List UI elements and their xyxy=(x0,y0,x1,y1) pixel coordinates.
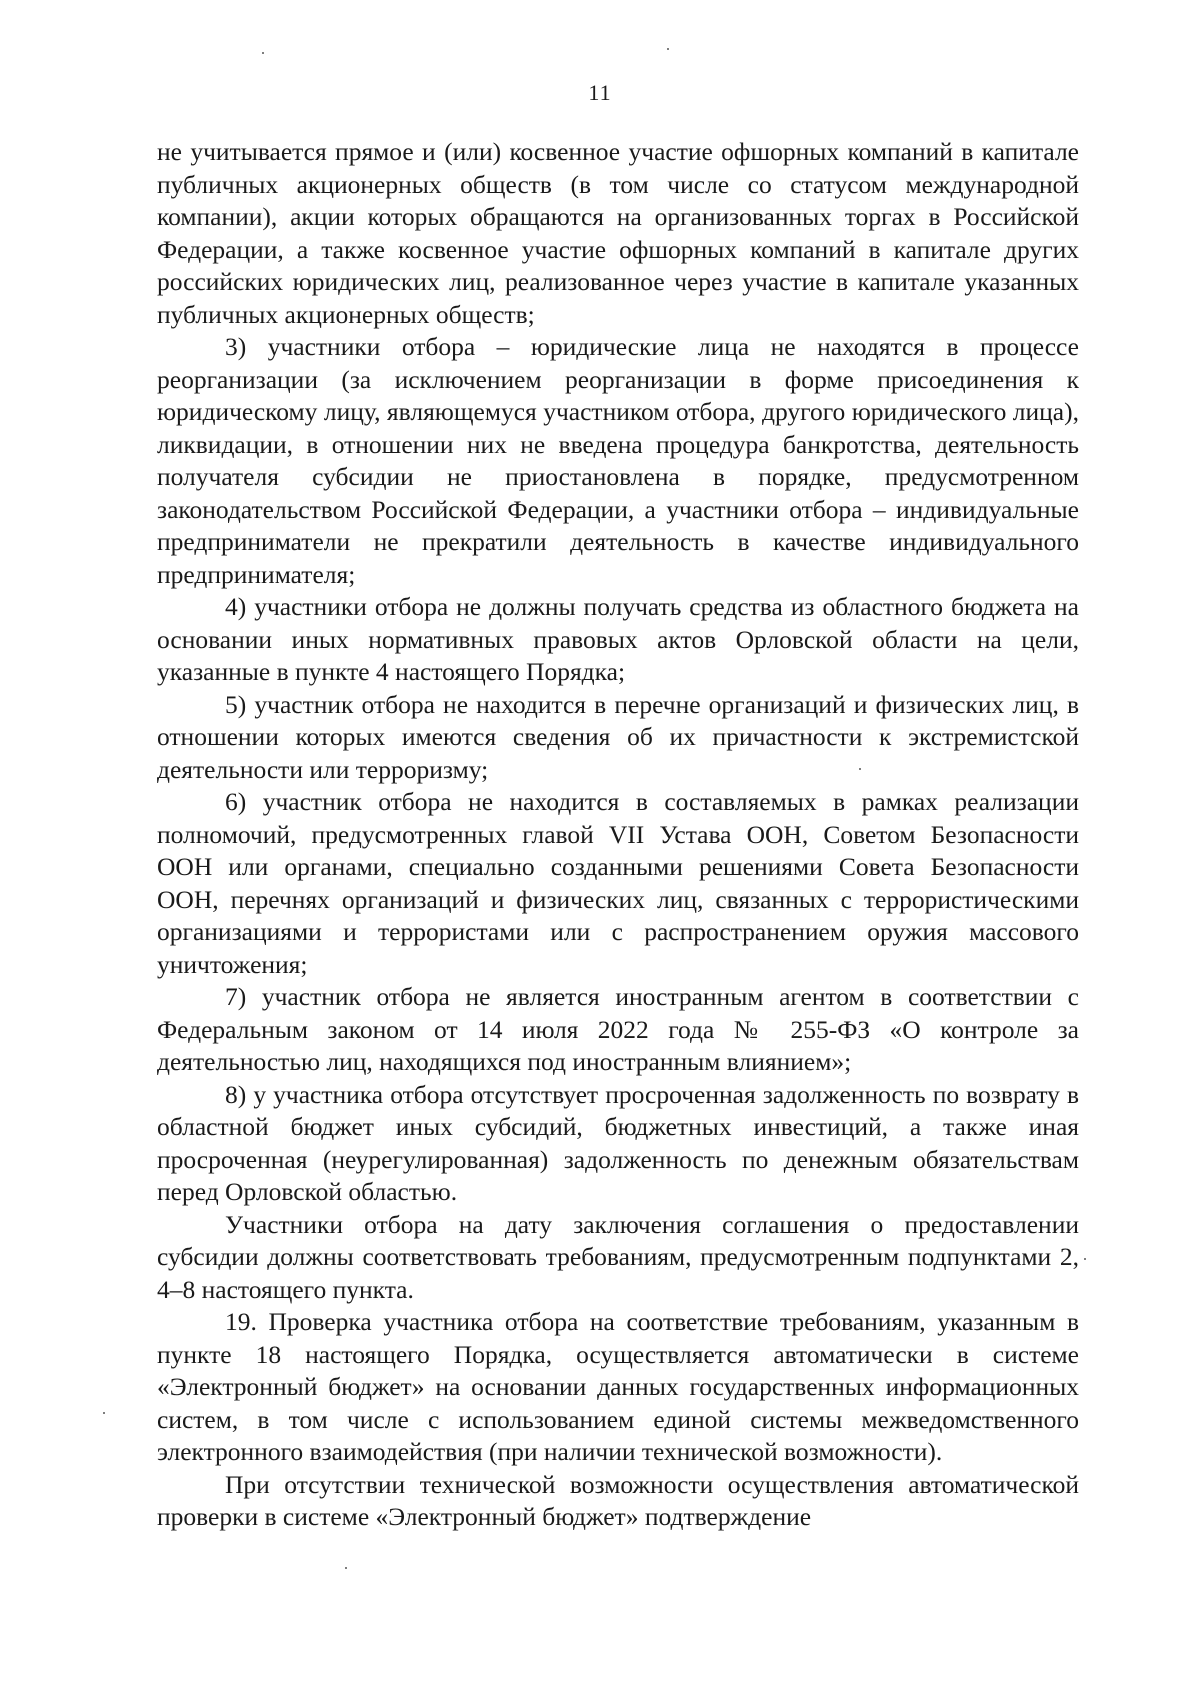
scan-speck xyxy=(262,52,264,54)
paragraph-manual-check: При отсутствии технической возможности осуществления автоматической проверки в системе «Электронный бюджет» подтверждение xyxy=(157,1469,1079,1531)
page-number: 11 xyxy=(588,80,612,105)
paragraph-continuation: не учитывается прямое и (или) косвенное участие офшорных компаний в капитале публичных акционерных обществ (в том числе со статусом международной компании), акции которых обращаются на организованных торгах в Российской Федерации, а также косвенное участие офшорных компаний в капитале других российских юридических лиц, реализованное через участие в капитале указанных публичных акционерных обществ; xyxy=(157,137,1079,329)
paragraph-clause-19: 19. Проверка участника отбора на соответствие требованиям, указанным в пункте 18 настоящего Порядка, осуществляется автоматически в системе «Электронный бюджет» на основании данных государственных информационных систем, в том числе с использованием единой системы межведомственного электронного взаимодействия (при наличии технической возможности). xyxy=(157,1307,1079,1466)
paragraph-item-4: 4) участники отбора не должны получать средства из областного бюджета на основании иных нормативных правовых актов Орловской области на цели, указанные в пункте 4 настоящего Порядка; xyxy=(157,592,1079,686)
paragraph-item-6: 6) участник отбора не находится в составляемых в рамках реализации полномочий, предусмотренных главой VII Устава ООН, Советом Безопасности ООН или органами, специально созданными решениями Совета Безопасности ООН, перечнях организаций и физических лиц, связанных с террористическими организациями и террористами или с распространением оружия массового уничтожения; xyxy=(157,787,1079,979)
document-body xyxy=(157,136,1079,1534)
scan-speck xyxy=(667,48,669,50)
paragraph-item-7: 7) участник отбора не является иностранным агентом в соответствии с Федеральным законом от 14 июля 2022 года № 255-ФЗ «О контроле за деятельностью лиц, находящихся под иностранным влиянием»; xyxy=(157,982,1079,1076)
paragraph-item-3: 3) участники отбора – юридические лица не находятся в процессе реорганизации (за исключением реорганизации в форме присоединения к юридическому лицу, являющемуся участником отбора, другого юридического лица), ликвидации, в отношении них не введена процедура банкротства, деятельность получателя субсидии не приостановлена в порядке, предусмотренном законодательством Российской Федерации, а участники отбора – индивидуальные предприниматели не прекратили деятельность в качестве индивидуального предпринимателя; xyxy=(157,332,1079,589)
paragraph-requirements-note: Участники отбора на дату заключения соглашения о предоставлении субсидии должны соответствовать требованиям, предусмотренным подпунктами 2, 4–8 настоящего пункта. xyxy=(157,1209,1079,1304)
scan-speck xyxy=(1084,1258,1086,1260)
paragraph-item-5: 5) участник отбора не находится в перечне организаций и физических лиц, в отношении которых имеются сведения об их причастности к экстремистской деятельности или терроризму; xyxy=(157,689,1079,784)
paragraph-item-8: 8) у участника отбора отсутствует просроченная задолженность по возврату в областной бюджет иных субсидий, бюджетных инвестиций, а также иная просроченная (неурегулированная) задолженность по денежным обязательствам перед Орловской областью. xyxy=(157,1079,1079,1206)
scan-speck xyxy=(103,1412,105,1414)
scan-speck xyxy=(859,768,861,770)
scan-speck xyxy=(345,1567,347,1569)
